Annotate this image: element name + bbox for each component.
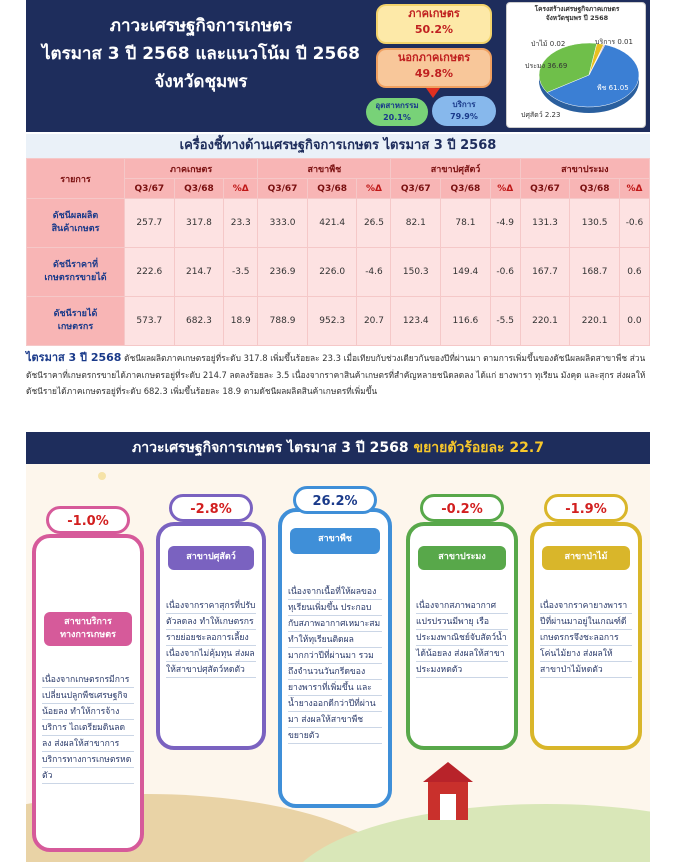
sub-header: Q3/67 (391, 179, 441, 199)
table-cell: 421.4 (307, 199, 357, 248)
sector-change-badge: -1.0% (46, 506, 130, 534)
banner-text: ภาวะเศรษฐกิจการเกษตร ไตรมาส 3 ปี 2568 (132, 440, 414, 456)
indicator-table (26, 158, 650, 346)
group-agri: ภาคเกษตร (125, 159, 258, 179)
pie-label-fishery: ประมง 36.69 (525, 62, 568, 70)
table-cell: 131.3 (520, 199, 570, 248)
table-cell: -4.9 (490, 199, 520, 248)
table-row (27, 297, 650, 346)
row-header: รายการ (27, 159, 125, 199)
sector-card (278, 494, 392, 808)
sector-change-badge: -2.8% (169, 494, 253, 522)
sector-illustration (26, 464, 650, 862)
sector-title-line-1: สาขาป่าไม้ (564, 552, 608, 562)
table-cell: 116.6 (441, 297, 491, 346)
table-cell: 220.1 (520, 297, 570, 346)
agri-label: ภาคเกษตร (408, 7, 460, 20)
sub-header: Q3/68 (441, 179, 491, 199)
sector-card (32, 514, 144, 852)
sector-card (406, 502, 518, 750)
table-cell: 226.0 (307, 248, 357, 297)
group-crop: สาขาพืช (258, 159, 391, 179)
table-cell: 149.4 (441, 248, 491, 297)
sub-header: Q3/67 (125, 179, 175, 199)
table-cell: 222.6 (125, 248, 175, 297)
barn-door-icon (440, 794, 456, 820)
sector-title (290, 528, 380, 554)
structure-pie-chart (506, 2, 646, 128)
table-cell: 78.1 (441, 199, 491, 248)
table-title: เครื่องชี้ทางด้านเศรษฐกิจการเกษตร ไตรมาส 3 ปี 2568 (26, 134, 650, 158)
sector-title (418, 546, 506, 570)
table-cell: 18.9 (224, 297, 258, 346)
sector-title (168, 546, 254, 570)
row-label-line-1: ดัชนีผลผลิต (52, 211, 99, 221)
table-cell: 236.9 (258, 248, 308, 297)
summary-text: ดัชนีผลผลิตภาคเกษตรอยู่ที่ระดับ 317.8 เพิ่มขึ้นร้อยละ 23.3 เมื่อเทียบกับช่วงเดียวกันของปีที่ผ่านมา ตามการเพิ่มขึ้นของดัชนีผลผลิตสาขาพืช ส่วนดัชนีราคาที่เกษตรกรขายได้ภาคเกษตรอยู่ที่ระดับ 214.7 ลดลงร้อยละ 3.5 เนื่องจากราคาสินค้าเกษตรที่สำคัญหลายชนิดลดลง ได้แก่ ยางพารา ทุเรียน มังคุด และสุกร ส่งผลให้ดัชนีรายได้ภาคเกษตรอยู่ที่ระดับ 682.3 เพิ่มขึ้นร้อยละ 18.9 ตามดัชนีผลผลิตสินค้าเกษตรที่เพิ่มขึ้น (26, 353, 646, 396)
pie-label-forest: ป่าไม้ 0.02 (531, 40, 566, 48)
row-label-line-2: เกษตรกร (57, 322, 94, 332)
sector-card (530, 502, 642, 750)
agri-value: 50.2% (414, 23, 454, 36)
sector-card (156, 502, 266, 750)
title-line-2: ไตรมาส 3 ปี 2568 และแนวโน้ม ปี 2568 (42, 44, 360, 64)
sector-title-line-1: สาขาประมง (438, 552, 486, 562)
table-cell: -5.5 (490, 297, 520, 346)
summary-paragraph (26, 350, 650, 400)
row-label-line-2: สินค้าเกษตร (51, 224, 100, 234)
pie-label-crop: พืช 61.05 (597, 84, 629, 92)
table-row (27, 199, 650, 248)
service-share-box (432, 96, 496, 126)
table-cell: 952.3 (307, 297, 357, 346)
table-cell: 0.0 (619, 297, 649, 346)
sector-title (542, 546, 630, 570)
nonagri-label: นอกภาคเกษตร (397, 51, 471, 64)
row-label-line-1: ดัชนีรายได้ (53, 309, 98, 319)
sub-header: Q3/68 (174, 179, 224, 199)
sector-change-badge: -1.9% (544, 494, 628, 522)
sub-header: Q3/67 (520, 179, 570, 199)
industry-label: อุตสาหกรรม (375, 101, 419, 110)
table-cell: 130.5 (570, 199, 620, 248)
barn-roof-icon (423, 762, 473, 782)
table-cell: 20.7 (357, 297, 391, 346)
table-cell: 150.3 (391, 248, 441, 297)
title-line-3: จังหวัดชุมพร (154, 72, 248, 92)
growth-banner (26, 432, 650, 464)
title-line-1: ภาวะเศรษฐกิจการเกษตร (109, 16, 293, 36)
nonagri-value: 49.8% (414, 67, 454, 80)
table-cell: 82.1 (391, 199, 441, 248)
sector-title-line-1: สาขาปศุสัตว์ (186, 552, 236, 562)
row-label (27, 297, 125, 346)
table-row (27, 248, 650, 297)
banner-highlight: ขยายตัวร้อยละ 22.7 (413, 440, 544, 456)
sub-header: Q3/67 (258, 179, 308, 199)
sub-header: Q3/68 (570, 179, 620, 199)
service-value: 79.9% (450, 112, 478, 121)
table-cell: 573.7 (125, 297, 175, 346)
table-cell: 26.5 (357, 199, 391, 248)
table-cell: 788.9 (258, 297, 308, 346)
table-cell: -4.6 (357, 248, 391, 297)
table-cell: 168.7 (570, 248, 620, 297)
pie-label-service: บริการ 0.01 (595, 38, 633, 46)
row-label (27, 199, 125, 248)
table-cell: -3.5 (224, 248, 258, 297)
table-cell: 214.7 (174, 248, 224, 297)
table-cell: 123.4 (391, 297, 441, 346)
summary-lead: ไตรมาส 3 ปี 2568 (26, 351, 122, 364)
sector-description: เนื่องจากราคาสุกรที่ปรับตัวลดลง ทำให้เกษตรกรรายย่อยชะลอการเลี้ยง เนื่องจากไม่คุ้มทุน ส่งผลให้สาขาปศุสัตว์หดตัว (166, 598, 256, 678)
table-cell: 682.3 (174, 297, 224, 346)
service-label: บริการ (452, 100, 476, 109)
industry-share-box (366, 98, 428, 126)
row-label-line-2: เกษตรกรขายได้ (44, 273, 107, 283)
down-arrow-icon (426, 88, 440, 98)
sub-header: Q3/68 (307, 179, 357, 199)
row-label (27, 248, 125, 297)
table-cell: 167.7 (520, 248, 570, 297)
table-cell: 23.3 (224, 199, 258, 248)
row-label-line-1: ดัชนีราคาที่ (53, 260, 98, 270)
group-livestock: สาขาปศุสัตว์ (391, 159, 520, 179)
sub-header: %Δ (224, 179, 258, 199)
pie-title-line-2: จังหวัดชุมพร ปี 2568 (545, 14, 609, 22)
sub-header: %Δ (619, 179, 649, 199)
agri-share-box (376, 4, 492, 44)
table-cell: -0.6 (619, 199, 649, 248)
table-cell: 333.0 (258, 199, 308, 248)
pie-title-line-1: โครงสร้างเศรษฐกิจภาคเกษตร (534, 5, 620, 13)
sector-title-line-2: ทางการเกษตร (60, 630, 116, 640)
sector-change-badge: -0.2% (420, 494, 504, 522)
sector-title-line-1: สาขาพืช (318, 534, 352, 544)
table-cell: 317.8 (174, 199, 224, 248)
table-cell: 220.1 (570, 297, 620, 346)
page-title (36, 12, 366, 96)
nonagri-share-box (376, 48, 492, 88)
sector-description: เนื่องจากเนื้อที่ให้ผลของทุเรียนเพิ่มขึ้น ประกอบกับสภาพอากาศเหมาะสม ทำให้ทุเรียนติดผลมากกว่าปีที่ผ่านมา รวมถึงจำนวนวันกรีดของยางพาราที่เพิ่มขึ้น และน้ำยางออกดีกว่าปีที่ผ่านมา ส่งผลให้สาขาพืชขยายตัว (288, 584, 382, 744)
group-fishery: สาขาประมง (520, 159, 649, 179)
sector-title (44, 612, 132, 646)
sector-title-line-1: สาขาบริการ (64, 617, 112, 627)
table-cell: -0.6 (490, 248, 520, 297)
pie-label-livestock: ปศุสัตว์ 2.23 (521, 111, 561, 119)
sparkle-icon (98, 472, 106, 480)
sector-description: เนื่องจากสภาพอากาศแปรปรวนมีพายุ เรือประมงพาณิชย์จับสัตว์น้ำได้น้อยลง ส่งผลให้สาขาประมงหดตัว (416, 598, 508, 678)
sector-description: เนื่องจากราคายางพาราปีที่ผ่านมาอยู่ในเกณฑ์ดี เกษตรกรจึงชะลอการโค่นไม้ยาง ส่งผลให้สาขาป่าไม้หดตัว (540, 598, 632, 678)
sector-change-badge: 26.2% (293, 486, 377, 514)
sub-header: %Δ (357, 179, 391, 199)
industry-value: 20.1% (383, 113, 411, 122)
table-cell: 0.6 (619, 248, 649, 297)
sub-header: %Δ (490, 179, 520, 199)
sector-description: เนื่องจากเกษตรกรมีการเปลี่ยนปลูกพืชเศรษฐกิจน้อยลง ทำให้การจ้างบริการ ไถเตรียมดินลดลง ส่งผลให้สาขาการบริการทางการเกษตรหดตัว (42, 672, 134, 784)
table-cell: 257.7 (125, 199, 175, 248)
